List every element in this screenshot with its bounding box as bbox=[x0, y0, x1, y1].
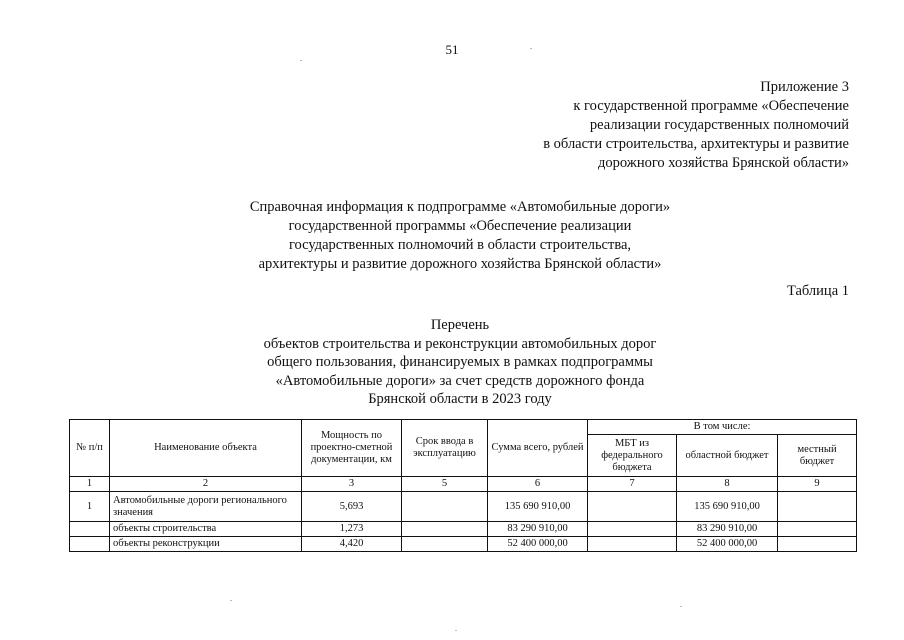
row-total: 135 690 910,00 bbox=[488, 492, 588, 522]
header-name: Наименование объекта bbox=[110, 420, 302, 477]
column-number: 1 bbox=[70, 477, 110, 492]
list-title-line: Перечень bbox=[430, 317, 490, 333]
row-num: 1 bbox=[70, 492, 110, 522]
list-title bbox=[0, 316, 904, 409]
row-regional: 83 290 910,00 bbox=[677, 522, 778, 537]
row-federal bbox=[588, 492, 677, 522]
row-term bbox=[402, 537, 488, 552]
list-title-line: объектов строительства и реконструкции автомобильных дорог bbox=[263, 335, 657, 352]
list-title-line: Брянской области в 2023 году bbox=[368, 391, 552, 407]
row-num bbox=[70, 522, 110, 537]
row-capacity: 1,273 bbox=[302, 522, 402, 537]
reference-title-line: Справочная информация к подпрограмме «Автомобильные дороги» bbox=[249, 199, 671, 215]
appendix-line: в области строительства, архитектуры и развитие bbox=[543, 136, 849, 152]
row-total: 52 400 000,00 bbox=[488, 537, 588, 552]
page-number: 51 bbox=[445, 42, 459, 57]
header-including: В том числе: bbox=[588, 420, 857, 435]
appendix-header bbox=[429, 78, 849, 173]
reference-title bbox=[0, 198, 904, 274]
appendix-line: дорожного хозяйства Брянской области» bbox=[598, 155, 849, 171]
row-capacity: 5,693 bbox=[302, 492, 402, 522]
scan-speck bbox=[455, 630, 457, 631]
appendix-line: реализации государственных полномочий bbox=[589, 117, 849, 133]
header-term: Срок ввода в эксплуатацию bbox=[402, 420, 488, 477]
row-federal bbox=[588, 522, 677, 537]
row-regional: 52 400 000,00 bbox=[677, 537, 778, 552]
header-capacity: Мощность по проектно-сметной документации, км bbox=[302, 420, 402, 477]
header-total: Сумма всего, рублей bbox=[488, 420, 588, 477]
scan-speck bbox=[680, 606, 682, 607]
column-number: 3 bbox=[302, 477, 402, 492]
header-federal: МБТ из федерального бюджета bbox=[588, 435, 677, 477]
row-local bbox=[778, 537, 857, 552]
row-capacity: 4,420 bbox=[302, 537, 402, 552]
header-regional: областной бюджет bbox=[677, 435, 778, 477]
header-num: № п/п bbox=[70, 420, 110, 477]
row-term bbox=[402, 522, 488, 537]
column-numbers-row bbox=[70, 477, 857, 492]
table-row bbox=[70, 522, 857, 537]
column-number: 8 bbox=[677, 477, 778, 492]
column-number: 6 bbox=[488, 477, 588, 492]
column-number: 5 bbox=[402, 477, 488, 492]
row-name: объекты строительства bbox=[110, 522, 302, 537]
table-row bbox=[70, 537, 857, 552]
reference-title-line: архитектуры и развитие дорожного хозяйства Брянской области» bbox=[258, 256, 662, 272]
scan-speck bbox=[530, 48, 532, 49]
column-number: 2 bbox=[110, 477, 302, 492]
row-name: Автомобильные дороги регионального значения bbox=[110, 492, 302, 522]
table-row bbox=[70, 492, 857, 522]
table-number: Таблица 1 bbox=[786, 283, 849, 299]
reference-title-line: государственной программы «Обеспечение реализации bbox=[288, 218, 632, 234]
scan-speck bbox=[230, 600, 232, 601]
column-number: 9 bbox=[778, 477, 857, 492]
objects-table bbox=[69, 419, 857, 552]
row-term bbox=[402, 492, 488, 522]
appendix-line: к государственной программе «Обеспечение bbox=[573, 98, 849, 114]
list-title-line: общего пользования, финансируемых в рамках подпрограммы bbox=[267, 354, 653, 370]
row-local bbox=[778, 522, 857, 537]
row-local bbox=[778, 492, 857, 522]
list-title-line: «Автомобильные дороги» за счет средств дорожного фонда bbox=[275, 372, 645, 389]
row-total: 83 290 910,00 bbox=[488, 522, 588, 537]
header-local: местный бюджет bbox=[778, 435, 857, 477]
row-federal bbox=[588, 537, 677, 552]
reference-title-line: государственных полномочий в области строительства, bbox=[288, 237, 632, 253]
row-name: объекты реконструкции bbox=[110, 537, 302, 552]
column-number: 7 bbox=[588, 477, 677, 492]
scan-speck bbox=[300, 60, 302, 61]
row-regional: 135 690 910,00 bbox=[677, 492, 778, 522]
row-num bbox=[70, 537, 110, 552]
appendix-line: Приложение 3 bbox=[760, 79, 849, 95]
